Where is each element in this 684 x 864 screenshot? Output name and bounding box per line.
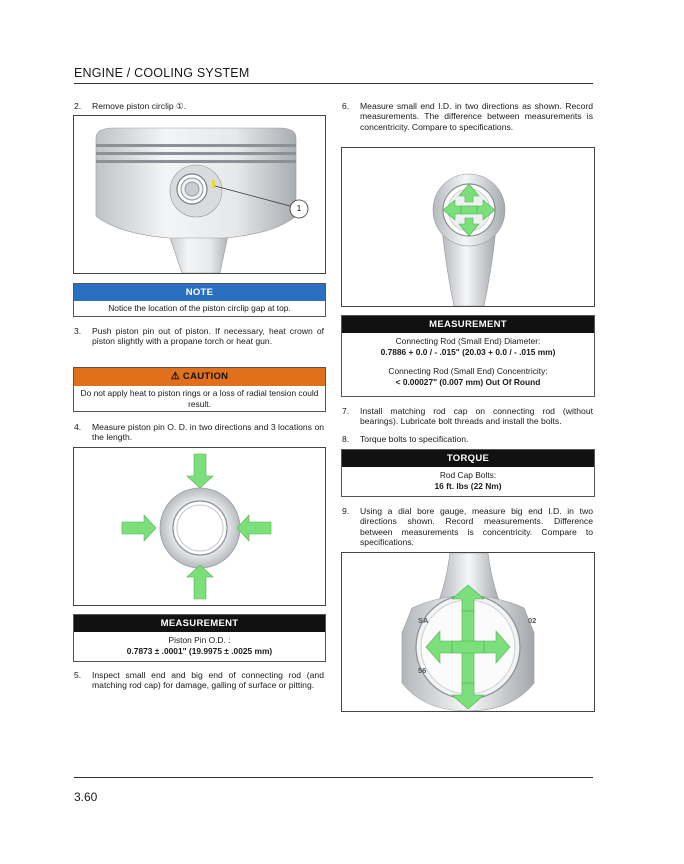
callout-1: 1 bbox=[296, 203, 302, 213]
step-6 bbox=[342, 101, 593, 132]
caution-box bbox=[73, 367, 326, 412]
warning-icon: ⚠ bbox=[170, 371, 180, 382]
footer-rule bbox=[74, 777, 593, 778]
measurement-title: MEASUREMENT bbox=[342, 316, 594, 333]
step-text: Push piston pin out of piston. If necessary, heat crown of piston slightly with a propane torch or heat gun. bbox=[92, 326, 324, 347]
measurement-box-pin bbox=[73, 614, 326, 662]
piston-illustration bbox=[74, 116, 325, 273]
measurement-label-concentricity: Connecting Rod (Small End) Concentricity: bbox=[388, 366, 548, 377]
step-9 bbox=[342, 506, 593, 548]
step-8 bbox=[342, 434, 593, 444]
header-rule bbox=[74, 83, 593, 84]
torque-value: 16 ft. lbs (22 Nm) bbox=[434, 480, 502, 491]
step-7 bbox=[342, 406, 593, 427]
torque-title: TORQUE bbox=[342, 450, 594, 467]
measurement-value-concentricity: < 0.00027" (0.007 mm) Out Of Round bbox=[395, 376, 541, 387]
caution-title: CAUTION bbox=[182, 371, 229, 382]
piston-circlip-figure bbox=[73, 115, 326, 274]
big-end-figure bbox=[341, 552, 595, 712]
big-end-illustration bbox=[342, 553, 594, 711]
step-text: Torque bolts to specification. bbox=[360, 434, 469, 444]
measurement-label-diameter: Connecting Rod (Small End) Diameter: bbox=[395, 336, 541, 346]
note-text: Notice the location of the piston circlip gap at top. bbox=[108, 303, 291, 313]
step-number: 9. bbox=[342, 506, 350, 516]
note-box bbox=[73, 283, 326, 317]
step-text: Inspect small end and big end of connecting rod (and matching rod cap) for damage, galling of surface or pitting. bbox=[92, 670, 324, 691]
torque-label: Rod Cap Bolts: bbox=[439, 470, 497, 480]
step-text: Install matching rod cap on connecting rod (without bearings). Lubricate bolt threads and install the bolts. bbox=[360, 406, 593, 427]
measurement-title: MEASUREMENT bbox=[74, 615, 325, 632]
caution-header bbox=[74, 368, 325, 386]
step-text: Measure small end I.D. in two directions as shown. Record measurements. The difference between measurements is concentricity. Compare to specifications. bbox=[360, 101, 593, 132]
step-number: 3. bbox=[74, 326, 82, 336]
step-4 bbox=[74, 422, 324, 443]
step-text: Remove piston circlip ①. bbox=[92, 101, 187, 111]
step-number: 5. bbox=[74, 670, 82, 680]
step-text: Measure piston pin O. D. in two directions and 3 locations on the length. bbox=[92, 422, 324, 443]
small-end-illustration bbox=[342, 148, 594, 306]
cap-mark-right: 02 bbox=[528, 616, 537, 625]
step-3 bbox=[74, 326, 324, 347]
piston-pin-illustration bbox=[74, 448, 325, 605]
note-title: NOTE bbox=[74, 284, 325, 301]
step-number: 4. bbox=[74, 422, 82, 432]
piston-pin-figure bbox=[73, 447, 326, 606]
measurement-value-diameter: 0.7886 + 0.0 / - .015" (20.03 + 0.0 / - .015 mm) bbox=[380, 346, 556, 357]
step-2 bbox=[74, 101, 324, 111]
step-5 bbox=[74, 670, 324, 691]
measurement-label: Piston Pin O.D. : bbox=[168, 635, 231, 645]
page-header-title: ENGINE / COOLING SYSTEM bbox=[74, 66, 250, 80]
small-end-figure bbox=[341, 147, 595, 307]
caution-text: Do not apply heat to piston rings or a loss of radial tension could result. bbox=[80, 388, 319, 409]
measurement-value: 0.7873 ± .0001" (19.9975 ± .0025 mm) bbox=[126, 645, 273, 656]
step-number: 8. bbox=[342, 434, 350, 444]
measurement-box-small-end bbox=[341, 315, 595, 397]
cap-mark-left: SA bbox=[418, 616, 429, 625]
page-number: 3.60 bbox=[74, 790, 98, 804]
cap-mark-bottom: 56 bbox=[418, 666, 427, 675]
step-number: 7. bbox=[342, 406, 350, 416]
step-text: Using a dial bore gauge, measure big end I.D. in two directions shown. Record measurements. Difference between measurements is concentricity. Compare to specifications. bbox=[360, 506, 593, 548]
step-number: 2. bbox=[74, 101, 82, 111]
step-number: 6. bbox=[342, 101, 350, 111]
torque-box bbox=[341, 449, 595, 497]
